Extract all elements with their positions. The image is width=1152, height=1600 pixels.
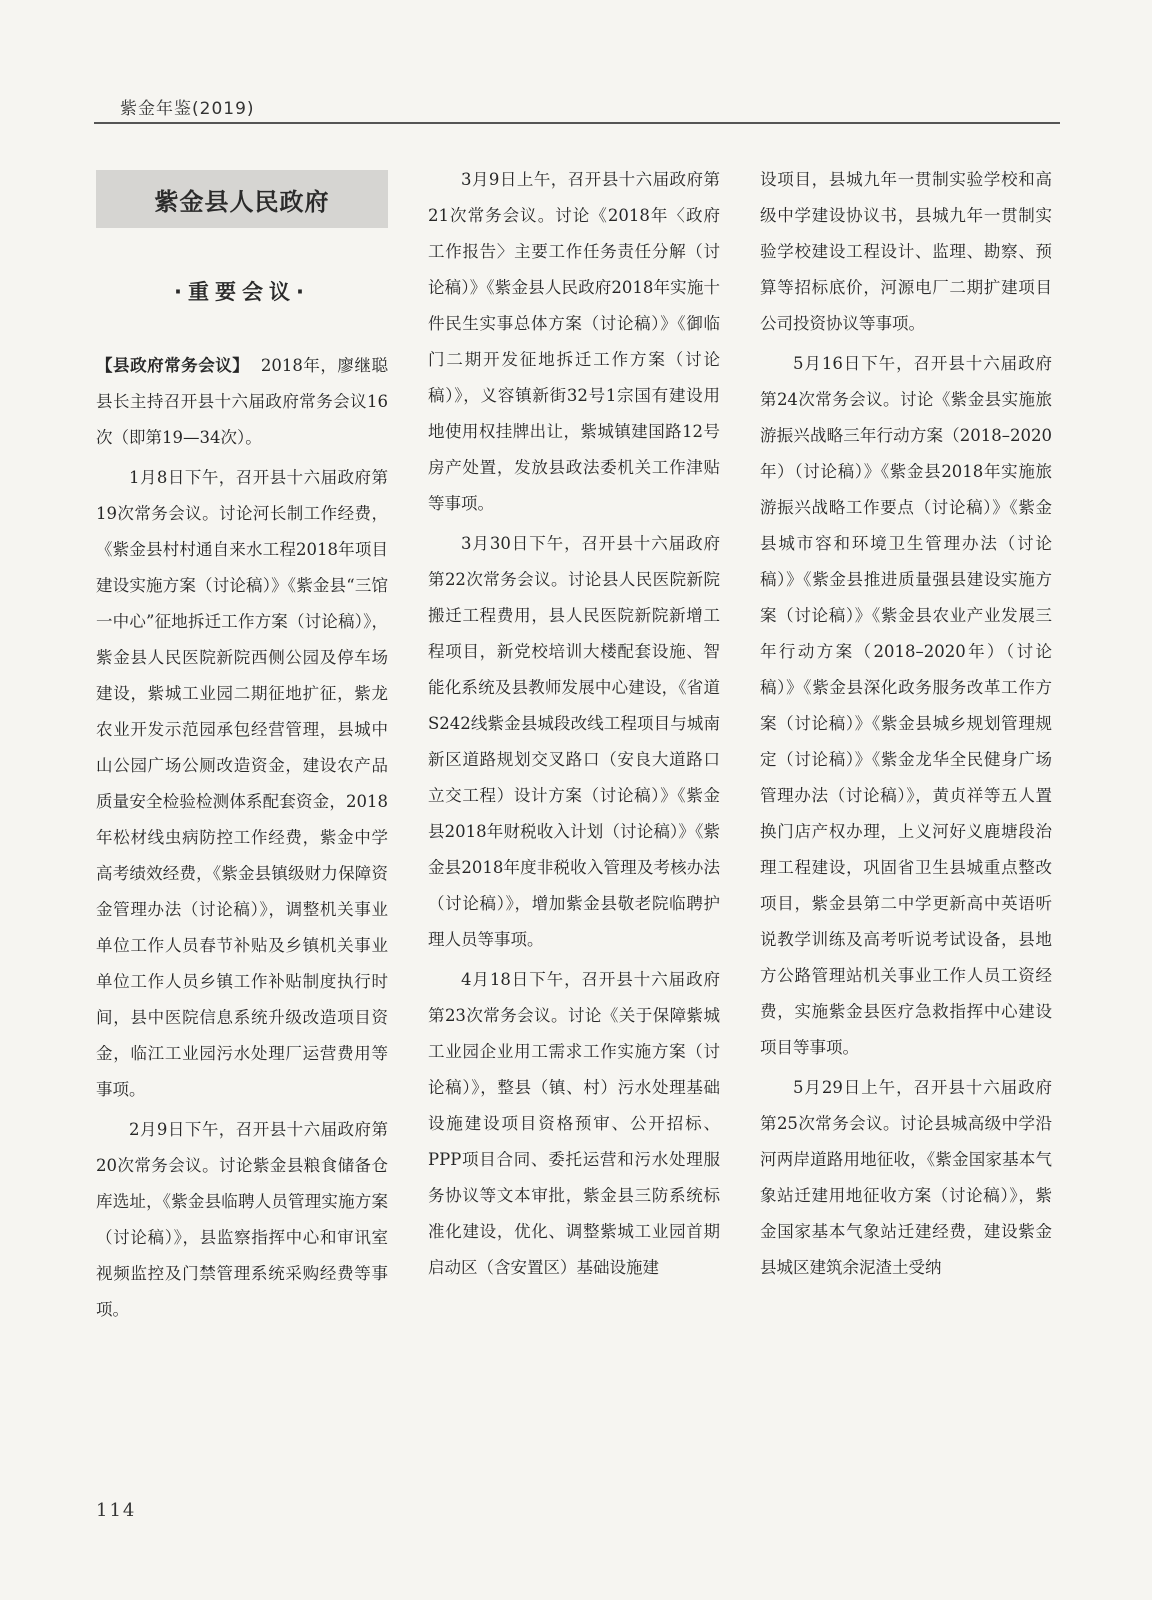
header-rule (94, 122, 1060, 124)
entry-paragraph (96, 348, 388, 456)
middle-column (428, 162, 720, 1290)
paragraph: 2月9日下午，召开县十六届政府第20次常务会议。讨论紫金县粮食储备仓库选址，《紫金县临聘人员管理实施方案（讨论稿）》，县监察指挥中心和审讯室视频监控及门禁管理系统采购经费等事项。 (96, 1120, 388, 1319)
paragraph: 4月18日下午，召开县十六届政府第23次常务会议。讨论《关于保障紫城工业园企业用工需求工作实施方案（讨论稿）》，整县（镇、村）污水处理基础设施建设项目资格预审、公开招标、PPP项目合同、委托运营和污水处理服务协议等文本审批，紫金县三防系统标准化建设，优化、调整紫城工业园首期启动区（含安置区）基础设施建 (428, 970, 720, 1277)
paragraph: 1月8日下午，召开县十六届政府第19次常务会议。讨论河长制工作经费，《紫金县村村通自来水工程2018年项目建设实施方案（讨论稿）》《紫金县“三馆一中心”征地拆迁工作方案（讨论稿）》，紫金县人民医院新院西侧公园及停车场建设，紫城工业园二期征地扩征，紫龙农业开发示范园承包经营管理，县城中山公园广场公厕改造资金，建设农产品质量安全检验检测体系配套资金，2018年松材线虫病防控工作经费，紫金中学高考绩效经费，《紫金县镇级财力保障资金管理办法（讨论稿）》，调整机关事业单位工作人员春节补贴及乡镇机关事业单位工作人员乡镇工作补贴制度执行时间，县中医院信息系统升级改造项目资金，临江工业园污水处理厂运营费用等事项。 (96, 468, 388, 1099)
section-title: 紫金县人民政府 (96, 170, 388, 228)
entry-text: 2018年，廖继聪县长主持召开县十六届政府常务会议16次（即第19—34次）。 (96, 356, 388, 447)
page-number: 114 (96, 1500, 137, 1521)
paragraph: 3月30日下午，召开县十六届政府第22次常务会议。讨论县人民医院新院搬迁工程费用，县人民医院新院新增工程项目，新党校培训大楼配套设施、智能化系统及县教师发展中心建设，《省道S242线紫金县城段改线工程项目与城南新区道路规划交叉路口（安良大道路口立交工程）设计方案（讨论稿）》《紫金县2018年财税收入计划（讨论稿）》《紫金县2018年度非税收入管理及考核办法（讨论稿）》，增加紫金县敬老院临聘护理人员等事项。 (428, 534, 720, 949)
entry-tag: 【县政府常务会议】 (96, 356, 250, 375)
right-column (760, 162, 1052, 1290)
paragraph: 3月9日上午，召开县十六届政府第21次常务会议。讨论《2018年〈政府工作报告〉主要工作任务责任分解（讨论稿）》《紫金县人民政府2018年实施十件民生实事总体方案（讨论稿）》《御临门二期开发征地拆迁工作方案（讨论稿）》，义容镇新街32号1宗国有建设用地使用权挂牌出让，紫城镇建国路12号房产处置，发放县政法委机关工作津贴等事项。 (428, 170, 720, 513)
sub-heading: ·重要会议· (174, 280, 310, 304)
left-column (96, 348, 388, 1332)
paragraph: 5月16日下午，召开县十六届政府第24次常务会议。讨论《紫金县实施旅游振兴战略三年行动方案（2018–2020年）（讨论稿）》《紫金县2018年实施旅游振兴战略工作要点（讨论稿）》《紫金县城市容和环境卫生管理办法（讨论稿）》《紫金县推进质量强县建设实施方案（讨论稿）》《紫金县农业产业发展三年行动方案（2018–2020年）（讨论稿）》《紫金县深化政务服务改革工作方案（讨论稿）》《紫金县城乡规划管理规定（讨论稿）》《紫金龙华全民健身广场管理办法（讨论稿）》，黄贞祥等五人置换门店产权办理，上义河好义鹿塘段治理工程建设，巩固省卫生县城重点整改项目，紫金县第二中学更新高中英语听说教学训练及高考听说考试设备，县地方公路管理站机关事业工作人员工资经费，实施紫金县医疗急救指挥中心建设项目等事项。 (760, 354, 1052, 1057)
paragraph: 5月29日上午，召开县十六届政府第25次常务会议。讨论县城高级中学沿河两岸道路用地征收，《紫金国家基本气象站迁建用地征收方案（讨论稿）》，紫金国家基本气象站迁建经费，建设紫金县城区建筑余泥渣土受纳 (760, 1078, 1052, 1277)
running-title: 紫金年鉴(2019) (120, 99, 255, 119)
paragraph-continued: 设项目，县城九年一贯制实验学校和高级中学建设协议书，县城九年一贯制实验学校建设工程设计、监理、勘察、预算等招标底价，河源电厂二期扩建项目公司投资协议等事项。 (760, 170, 1052, 333)
